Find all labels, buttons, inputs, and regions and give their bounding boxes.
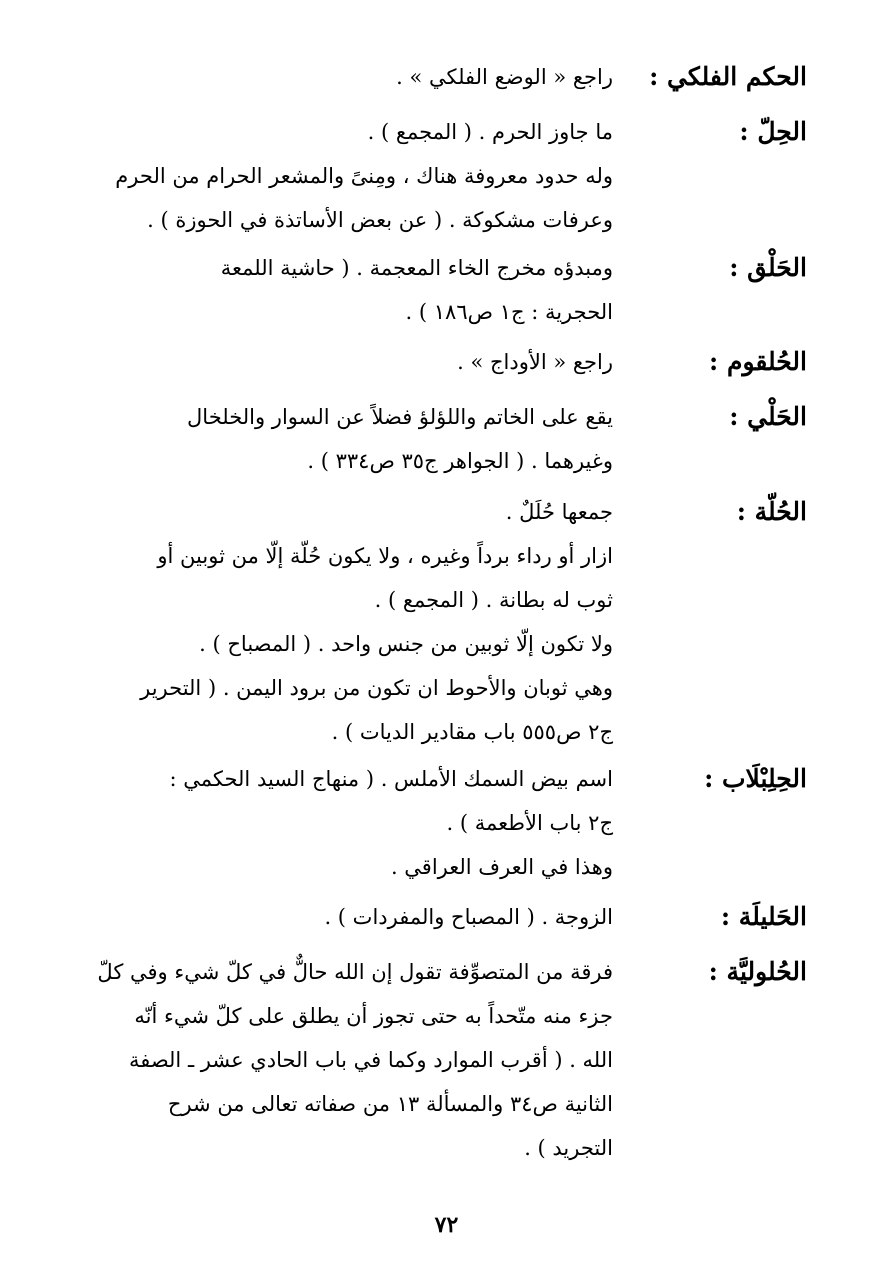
definition-line: راجع « الأوداج » . xyxy=(457,350,613,374)
entry-term: الحُلّة : xyxy=(736,497,807,526)
definition-line: وهذا في العرف العراقي . xyxy=(390,855,613,879)
entry-definition xyxy=(83,757,613,889)
entry-definition xyxy=(83,490,613,754)
definition-line: وغيرهما . ( الجواهر ج٣٥ ص٣٣٤ ) . xyxy=(307,449,613,473)
entry-term: الحكم الفلكي : xyxy=(649,62,807,91)
definition-line: الزوجة . ( المصباح والمفردات ) . xyxy=(324,905,613,929)
definition-line: الحجرية : ج١ ص١٨٦ ) . xyxy=(405,300,613,324)
definition-line: ازار أو رداء برداً وغيره ، ولا يكون حُلّة إلّا من ثوبين أو xyxy=(157,544,613,568)
definition-line: اسم بيض السمك الأملس . ( منهاج السيد الحكمي : xyxy=(169,767,613,791)
definition-line: راجع « الوضع الفلكي » . xyxy=(396,65,613,89)
entry-definition xyxy=(83,246,613,334)
entry-term: الحَلْق : xyxy=(729,253,807,282)
definition-line: وهي ثوبان والأحوط ان تكون من برود اليمن . ( التحرير xyxy=(140,676,613,700)
entry-definition xyxy=(83,110,613,242)
definition-line: ولا تكون إلّا ثوبين من جنس واحد . ( المصباح ) . xyxy=(199,632,613,656)
entry-term: الحُلقوم : xyxy=(709,347,807,376)
definition-line: ما جاوز الحرم . ( المجمع ) . xyxy=(367,120,613,144)
entry-term: الحَليلَة : xyxy=(720,902,807,931)
entry-definition xyxy=(83,950,613,1170)
definition-line: وله حدود معروفة هناك ، ومِنىً والمشعر الحرام من الحرم xyxy=(115,164,613,188)
definition-line: ومبدؤه مخرج الخاء المعجمة . ( حاشية اللمعة xyxy=(220,256,613,280)
definition-line: يقع على الخاتم واللؤلؤ فضلاً عن السوار والخلخال xyxy=(187,405,613,429)
definition-line: الله . ( أقرب الموارد وكما في باب الحادي عشر ـ الصفة xyxy=(128,1048,613,1072)
definition-line: ج٢ باب الأطعمة ) . xyxy=(446,811,613,835)
definition-line: ج٢ ص٥٥٥ باب مقادير الديات ) . xyxy=(331,720,613,744)
entry-term: الحِلِبْلَاب : xyxy=(704,764,807,793)
entry-definition xyxy=(83,895,613,939)
definition-line: وعرفات مشكوكة . ( عن بعض الأساتذة في الحوزة ) . xyxy=(147,208,613,232)
entry-term: الحِلّ : xyxy=(739,117,807,146)
definition-line: جزء منه متّحداً به حتى تجوز أن يطلق على كلّ شيء أنّه xyxy=(134,1004,613,1028)
definition-line: الثانية ص٣٤ والمسألة ١٣ من صفاته تعالى من شرح xyxy=(167,1092,613,1116)
entry-definition xyxy=(83,395,613,483)
definition-line: جمعها حُلَلٌ . xyxy=(505,500,613,524)
entry-definition xyxy=(83,340,613,384)
entry-term: الحَلْي : xyxy=(729,402,807,431)
definition-line: التجريد ) . xyxy=(524,1136,613,1160)
definition-line: ثوب له بطانة . ( المجمع ) . xyxy=(374,588,613,612)
entry-definition xyxy=(83,55,613,99)
definition-line: فرقة من المتصوِّفة تقول إن الله حالٌّ في كلّ شيء وفي كلّ xyxy=(97,960,613,984)
entry-term: الحُلوليَّة : xyxy=(708,957,807,986)
page-number: ٧٢ xyxy=(434,1212,459,1238)
